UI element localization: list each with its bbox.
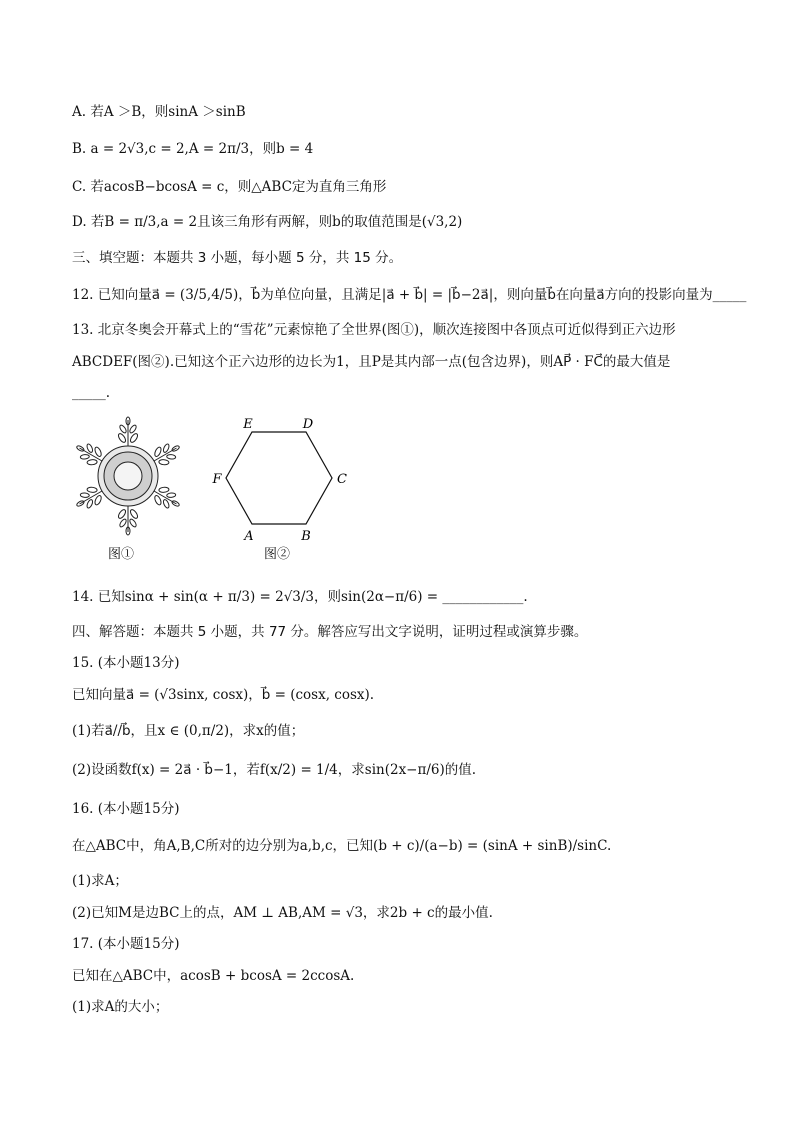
choice-c: C. 若acosB−bcosA = c，则△ABC定为直角三角形 — [72, 179, 387, 195]
question-13-line2: ABCDEF(图②).已知这个正六边形的边长为1，且P是其内部一点(包含边界)，则AP⃗ · FC⃗的最大值是 — [72, 354, 671, 370]
vertex-label-b: B — [301, 529, 311, 544]
vertex-label-a: A — [244, 529, 254, 544]
question-14: 14. 已知sinα + sin(α + π/3) = 2√3/3，则sin(2α−π/6) = ____________. — [72, 589, 528, 605]
figure-1-caption: 图① — [108, 547, 135, 562]
question-16-part2: (2)已知M是边BC上的点，AM ⊥ AB,AM = √3，求2b + c的最小值. — [72, 905, 493, 921]
question-13-line3: _____. — [72, 385, 111, 401]
question-17-part1: (1)求A的大小； — [72, 999, 169, 1015]
question-16-title: 16. (本小题15分) — [72, 801, 180, 817]
question-13-line1: 13. 北京冬奥会开幕式上的“雪花”元素惊艳了全世界(图①)，顺次连接图中各顶点可近似得到正六边形 — [72, 322, 676, 338]
question-15-part1: (1)若a⃗//b⃗，且x ∈ (0,π/2)，求x的值； — [72, 723, 305, 739]
question-15-stem: 已知向量a⃗ = (√3sinx, cosx)，b⃗ = (cosx, cosx). — [72, 687, 375, 703]
section-3-heading: 三、填空题：本题共 3 小题，每小题 5 分，共 15 分。 — [72, 250, 403, 266]
hexagon-figure — [206, 414, 356, 546]
choice-b: B. a = 2√3,c = 2,A = 2π/3，则b = 4 — [72, 141, 314, 157]
question-15-part2: (2)设函数f(x) = 2a⃗ · b⃗−1，若f(x/2) = 1/4，求sin(2x−π/6)的值. — [72, 762, 477, 778]
question-16-stem: 在△ABC中，角A,B,C所对的边分别为a,b,c，已知(b + c)/(a−b) = (sinA + sinB)/sinC. — [72, 838, 612, 854]
question-17-title: 17. (本小题15分) — [72, 936, 180, 952]
vertex-label-f: F — [212, 472, 222, 487]
section-4-heading: 四、解答题：本题共 5 小题，共 77 分。解答应写出文字说明，证明过程或演算步骤。 — [72, 624, 588, 640]
choice-a: A. 若A ＞B，则sinA ＞sinB — [72, 104, 246, 120]
vertex-label-d: D — [302, 417, 314, 432]
question-15-title: 15. (本小题13分) — [72, 655, 180, 671]
hexagon-outline — [226, 432, 332, 524]
question-17-stem: 已知在△ABC中，acosB + bcosA = 2ccosA. — [72, 968, 355, 984]
question-12: 12. 已知向量a⃗ = (3/5,4/5)，b⃗为单位向量，且满足|a⃗ + b⃗| = |b⃗−2a⃗|，则向量b⃗在向量a⃗方向的投影向量为_____ — [72, 287, 747, 303]
choice-d: D. 若B = π/3,a = 2且该三角形有两解，则b的取值范围是(√3,2) — [72, 214, 463, 230]
vertex-label-e: E — [243, 417, 253, 432]
question-16-part1: (1)求A； — [72, 873, 128, 889]
figure-2-caption: 图② — [264, 547, 291, 562]
snowflake-figure — [70, 416, 186, 536]
vertex-label-c: C — [337, 472, 347, 487]
